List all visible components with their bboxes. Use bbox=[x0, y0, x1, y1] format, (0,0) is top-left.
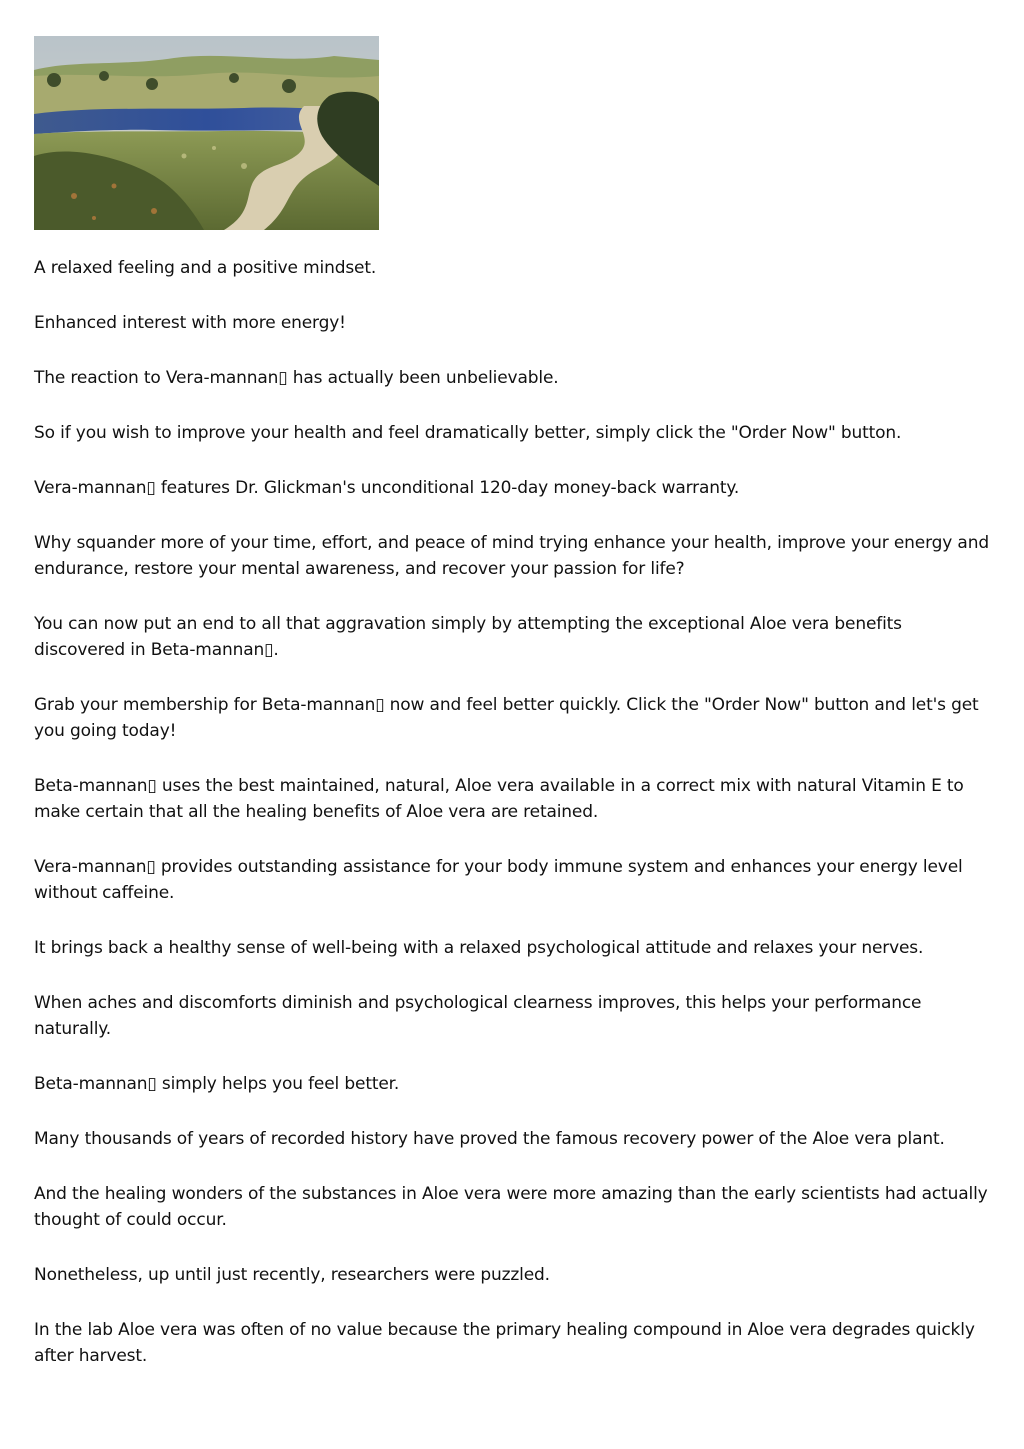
body-paragraph: A relaxed feeling and a positive mindset. bbox=[34, 258, 377, 278]
body-paragraph: In the lab Aloe vera was often of no value because the primary healing compound in Aloe vera degrades quickly after harvest. bbox=[34, 1320, 975, 1366]
body-paragraph: And the healing wonders of the substances in Aloe vera were more amazing than the early scientists had actually thought of could occur. bbox=[34, 1184, 988, 1230]
body-paragraph: Grab your membership for Beta-mannan▯ now and feel better quickly. Click the "Order Now" button and let's get you going today! bbox=[34, 695, 979, 741]
body-paragraph: Many thousands of years of recorded history have proved the famous recovery power of the Aloe vera plant. bbox=[34, 1129, 945, 1149]
body-paragraph: Enhanced interest with more energy! bbox=[34, 313, 346, 333]
body-paragraph: When aches and discomforts diminish and psychological clearness improves, this helps your performance naturally. bbox=[34, 993, 922, 1039]
body-paragraph: Beta-mannan▯ uses the best maintained, natural, Aloe vera available in a correct mix with natural Vitamin E to make certain that all the healing benefits of Aloe vera are retained. bbox=[34, 776, 964, 822]
body-paragraph: Why squander more of your time, effort, and peace of mind trying enhance your health, improve your energy and endurance, restore your mental awareness, and recover your passion for life? bbox=[34, 533, 989, 579]
body-paragraph: Beta-mannan▯ simply helps you feel better. bbox=[34, 1074, 400, 1094]
body-paragraph: It brings back a healthy sense of well-being with a relaxed psychological attitude and relaxes your nerves. bbox=[34, 938, 924, 958]
body-paragraph: The reaction to Vera-mannan▯ has actually been unbelievable. bbox=[34, 368, 559, 388]
body-paragraph: Vera-mannan▯ features Dr. Glickman's unconditional 120-day money-back warranty. bbox=[34, 478, 740, 498]
document-page bbox=[34, 36, 990, 1369]
body-paragraph: Vera-mannan▯ provides outstanding assistance for your body immune system and enhances your energy level without caffeine. bbox=[34, 857, 963, 903]
landscape-painting-image bbox=[34, 36, 379, 230]
body-paragraph: Nonetheless, up until just recently, researchers were puzzled. bbox=[34, 1265, 550, 1285]
body-paragraph: So if you wish to improve your health and feel dramatically better, simply click the "Order Now" button. bbox=[34, 423, 902, 443]
body-paragraph: You can now put an end to all that aggravation simply by attempting the exceptional Aloe vera benefits discovered in Beta-mannan▯. bbox=[34, 614, 902, 660]
